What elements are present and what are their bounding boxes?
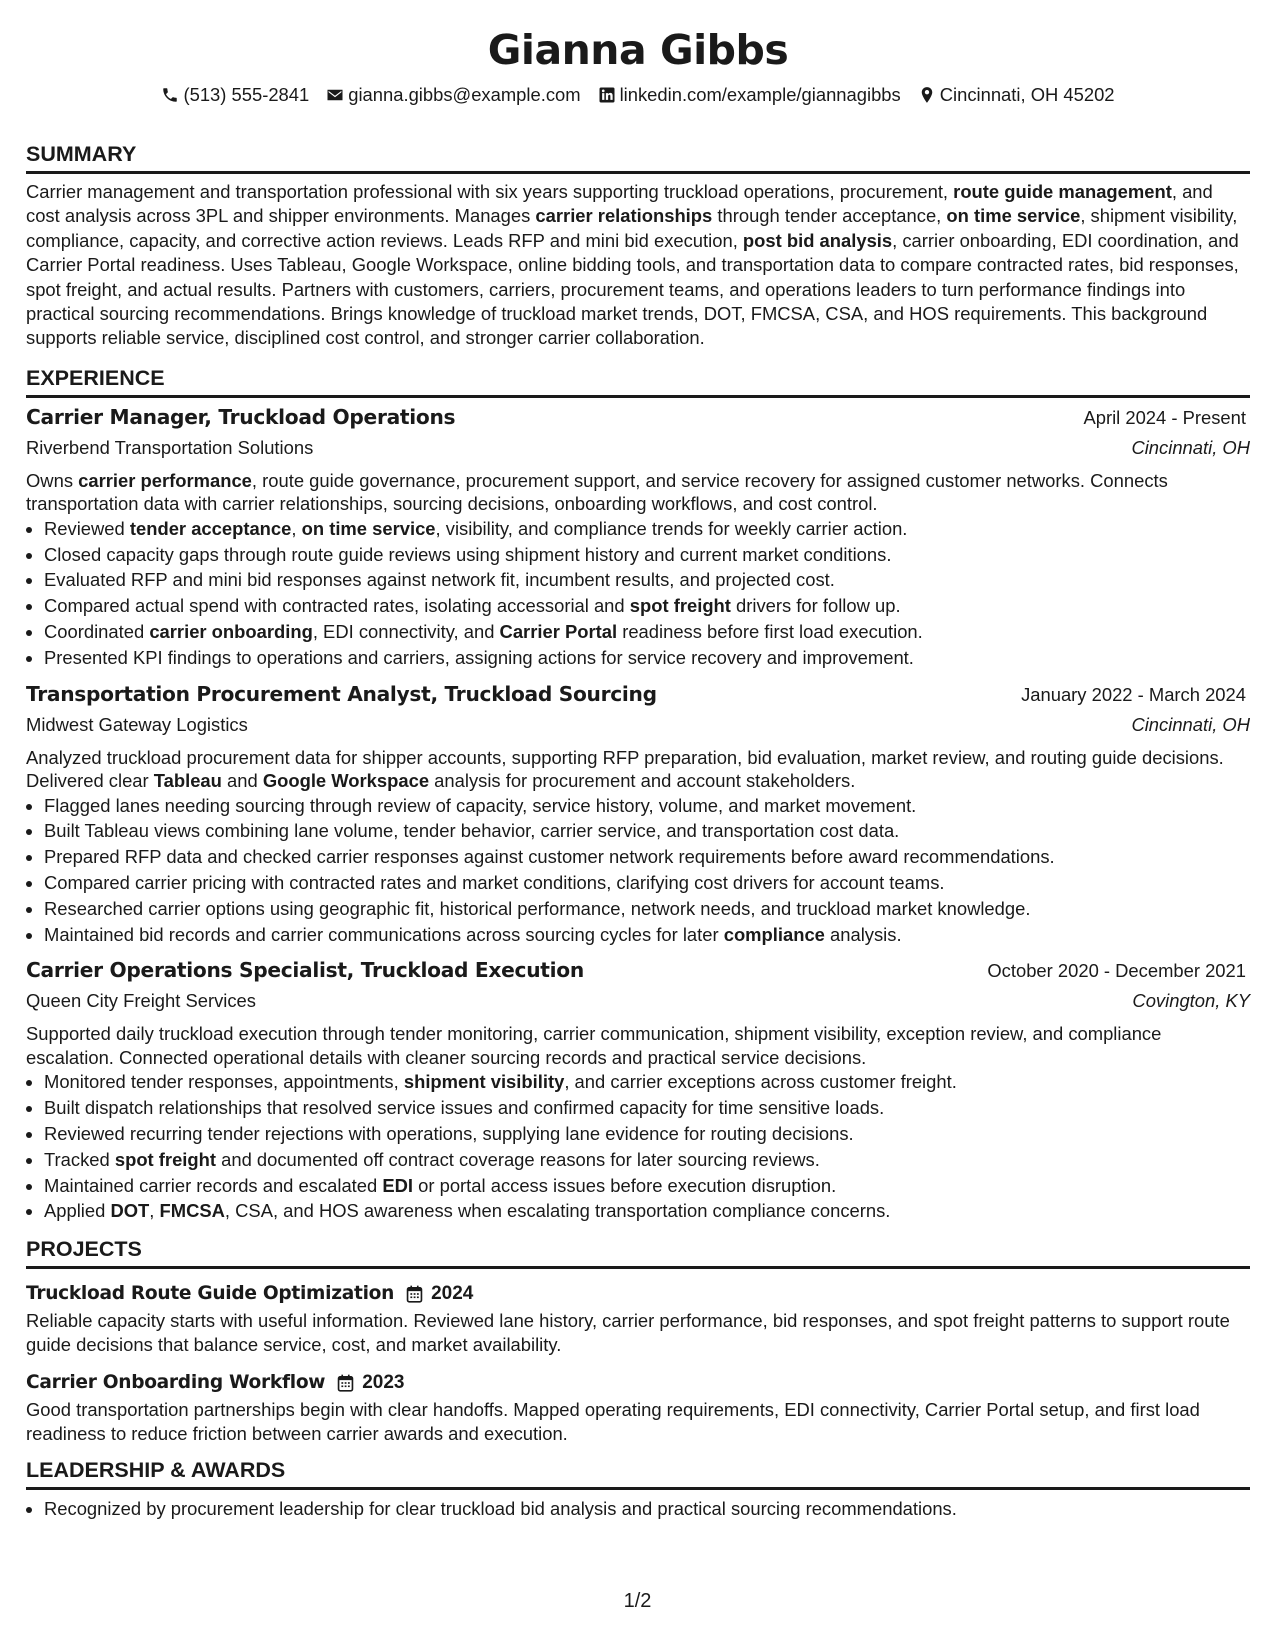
job-location: Cincinnati, OH (1131, 436, 1250, 458)
candidate-name: Gianna Gibbs (487, 26, 789, 74)
projects-heading: PROJECTS (26, 1236, 1250, 1269)
bullet-item: • Flagged lanes needing sourcing through review of capacity, service history, volume, and market movement. (44, 793, 1250, 819)
bold-phrase: on time service (301, 517, 436, 539)
leadership-item: • Recognized by procurement leadership for clear truckload bid analysis and practical sourcing recommendations. (44, 1496, 1250, 1522)
bullet-item: • Closed capacity gaps through route guide reviews using shipment history and current market conditions. (44, 542, 1250, 568)
bold-phrase: EDI (382, 1174, 414, 1196)
bullet-item: • Applied DOT, FMCSA, CSA, and HOS awareness when escalating transportation compliance concerns. (44, 1198, 1250, 1224)
bullet-item: • Prepared RFP data and checked carrier responses against customer network requirements before award recommendations. (44, 844, 1250, 870)
company-name: Riverbend Transportation Solutions (26, 436, 314, 458)
bullet-item: • Compared actual spend with contracted rates, isolating accessorial and spot freight drivers for follow up. (44, 593, 1250, 619)
job-location: Covington, KY (1132, 990, 1250, 1012)
bold-phrase: spot freight (114, 1148, 216, 1170)
bullet-item: • Reviewed recurring tender rejections with operations, supplying lane evidence for routing decisions. (44, 1121, 1250, 1147)
calendar-icon (406, 1285, 423, 1303)
project-header (26, 1279, 1250, 1309)
job-summary: Supported daily truckload execution through tender monitoring, carrier communication, shipment visibility, exception review, and compliance escalation. Connected operational details with cleaner sourcing records and practical service decisions. (26, 1023, 1162, 1068)
phone-icon (161, 86, 179, 104)
job-summary: Owns carrier performance, route guide governance, procurement support, and service recovery for assigned customer networks. Connects transportation data with carrier relationships, sourcing decisions, onboarding workflows, and cost control. (26, 469, 1168, 515)
project-year-text: 2024 (431, 1283, 474, 1305)
bullet-item: • Compared carrier pricing with contracted rates and market conditions, clarifying cost drivers for account teams. (44, 870, 1250, 896)
contact-email[interactable] (326, 83, 580, 107)
job-summary: Analyzed truckload procurement data for shipper accounts, supporting RFP preparation, bid evaluation, market review, and routing guide decisions. Delivered clear Tableau and Google Workspace analysis for procurement and account stakeholders. (26, 746, 1224, 792)
bold-phrase: Google Workspace (262, 770, 430, 792)
bullet-item: • Maintained carrier records and escalated EDI or portal access issues before execution disruption. (44, 1173, 1250, 1199)
resume-page (26, 0, 1250, 1522)
job-location: Cincinnati, OH (1131, 713, 1250, 735)
leadership-list (26, 1496, 1250, 1522)
project-title: Truckload Route Guide Optimization (26, 1283, 395, 1305)
project-year (406, 1279, 473, 1309)
project-description: Reliable capacity starts with useful information. Reviewed lane history, carrier performance, bid responses, and spot freight patterns to support route guide decisions that balance service, cost, and market availability. (26, 1310, 1230, 1355)
job-title: Transportation Procurement Analyst, Truckload Sourcing (26, 681, 657, 706)
bullet-item: • Researched carrier options using geographic fit, historical performance, network needs, and truckload market knowledge. (44, 896, 1250, 922)
envelope-icon (326, 86, 344, 104)
leadership-heading: LEADERSHIP & AWARDS (26, 1457, 1250, 1490)
job-bullets (26, 793, 1250, 948)
experience-list (26, 402, 1250, 1224)
page-number: 1/2 (623, 1590, 652, 1612)
company-name: Queen City Freight Services (26, 990, 256, 1012)
job-entry (26, 679, 1250, 948)
bullet-item: • Reviewed tender acceptance, on time service, visibility, and compliance trends for weekly carrier action. (44, 516, 1250, 542)
bullet-item: • Maintained bid records and carrier communications across sourcing cycles for later compliance analysis. (44, 922, 1250, 948)
experience-heading: EXPERIENCE (26, 365, 1250, 398)
company-name: Midwest Gateway Logistics (26, 713, 248, 735)
bold-phrase: FMCSA (159, 1200, 225, 1222)
bullet-item: • Evaluated RFP and mini bid responses against network fit, incumbent results, and projected cost. (44, 567, 1250, 593)
job-title: Carrier Operations Specialist, Truckload Execution (26, 958, 584, 983)
project-title: Carrier Onboarding Workflow (26, 1372, 326, 1394)
bold-phrase: carrier performance (78, 469, 252, 491)
job-dates: April 2024 - Present (1083, 406, 1246, 428)
contact-location (918, 83, 1115, 107)
bold-phrase: spot freight (629, 595, 731, 617)
bullet-item: • Built dispatch relationships that resolved service issues and confirmed capacity for time sensitive loads. (44, 1095, 1250, 1121)
bold-phrase: shipment visibility (403, 1071, 565, 1093)
job-header (26, 679, 1250, 710)
contact-phone (161, 83, 309, 107)
job-header (26, 402, 1250, 433)
job-bullets (26, 1069, 1250, 1224)
summary-heading: SUMMARY (26, 141, 1250, 174)
bold-phrase: compliance (723, 923, 825, 945)
bullet-item: • Tracked spot freight and documented off contract coverage reasons for later sourcing reviews. (44, 1147, 1250, 1173)
location-text: Cincinnati, OH 45202 (939, 84, 1115, 105)
job-company-row (26, 986, 1250, 1016)
email-link[interactable]: gianna.gibbs@example.com (348, 84, 581, 105)
job-bullets (26, 516, 1250, 671)
bold-phrase: carrier onboarding (149, 621, 313, 643)
job-header (26, 955, 1250, 986)
bullet-item: • Monitored tender responses, appointments, shipment visibility, and carrier exceptions across customer freight. (44, 1069, 1250, 1095)
job-company-row (26, 710, 1250, 740)
linkedin-link[interactable]: linkedin.com/example/giannagibbs (619, 84, 901, 105)
job-dates: October 2020 - December 2021 (987, 960, 1246, 982)
projects-list (26, 1279, 1250, 1445)
bold-phrase: Tableau (153, 770, 222, 792)
map-pin-icon (918, 86, 936, 104)
job-dates: January 2022 - March 2024 (1021, 683, 1246, 705)
job-title: Carrier Manager, Truckload Operations (26, 404, 456, 429)
bullet-item: • Built Tableau views combining lane volume, tender behavior, carrier service, and transportation cost data. (44, 818, 1250, 844)
project-entry (26, 1368, 1250, 1445)
project-description: Good transportation partnerships begin with clear handoffs. Mapped operating requirements, EDI connectivity, Carrier Portal setup, and first load readiness to reduce friction between carrier awards and execution. (26, 1399, 1200, 1444)
summary-text: Carrier management and transportation professional with six years supporting truckload operations, procurement, route guide management, and cost analysis across 3PL and shipper environments. Manages carrier relationships through tender acceptance, on time service, shipment visibility, compliance, capacity, and corrective action reviews. Leads RFP and mini bid execution, post bid analysis, carrier onboarding, EDI coordination, and Carrier Portal readiness. Uses Tableau, Google Workspace, online bidding tools, and transportation data to compare contracted rates, bid responses, spot freight, and actual results. Partners with customers, carriers, procurement teams, and operations leaders to turn performance findings into practical sourcing recommendations. Brings knowledge of truckload market trends, DOT, FMCSA, CSA, and HOS requirements. This background supports reliable service, disciplined cost control, and stronger carrier collaboration. (26, 181, 1239, 349)
job-entry (26, 402, 1250, 671)
phone-text: (513) 555-2841 (183, 84, 310, 105)
calendar-icon (337, 1374, 354, 1392)
bold-phrase: route guide management (953, 181, 1172, 202)
bold-phrase: Carrier Portal (499, 621, 618, 643)
contact-bar (26, 83, 1250, 107)
bold-phrase: on time service (946, 205, 1081, 227)
bold-phrase: post bid analysis (742, 229, 893, 251)
bullet-item: • Presented KPI findings to operations and carriers, assigning actions for service recovery and improvement. (44, 645, 1250, 671)
bold-phrase: DOT (110, 1200, 150, 1222)
job-entry (26, 955, 1250, 1224)
bullet-item: • Coordinated carrier onboarding, EDI connectivity, and Carrier Portal readiness before first load execution. (44, 619, 1250, 645)
bold-phrase: carrier relationships (535, 205, 713, 227)
contact-linkedin[interactable] (598, 83, 901, 107)
project-year (337, 1368, 404, 1398)
project-entry (26, 1279, 1250, 1356)
job-company-row (26, 433, 1250, 463)
bold-phrase: tender acceptance (129, 517, 292, 539)
project-year-text: 2023 (362, 1372, 405, 1394)
linkedin-icon (598, 86, 616, 104)
project-header (26, 1368, 1250, 1398)
